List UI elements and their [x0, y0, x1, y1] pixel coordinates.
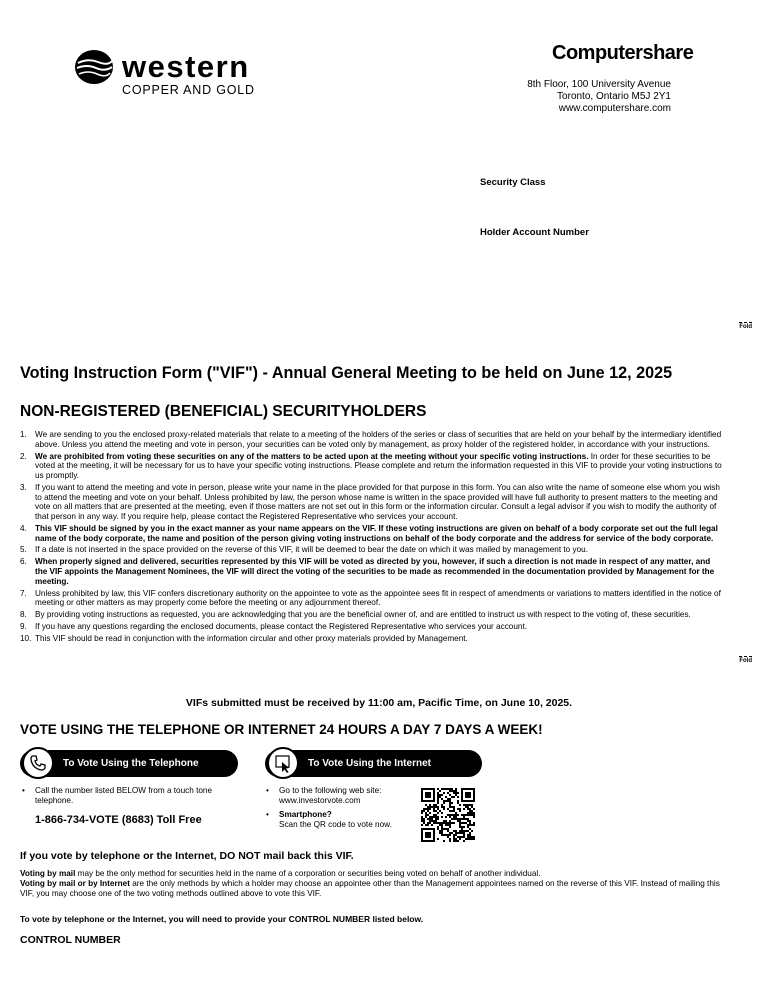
list-item: 6. When properly signed and delivered, securities represented by this VIF will be voted as directed by you, however, if such a direction is not made in respect of any matter, and the VIF appoints the Management Nominees, the VIF will direct the voting of the securities to be made as recommended in the documentation provided by Management for the meeting.: [20, 557, 715, 586]
address-line: www.computershare.com: [558, 103, 671, 114]
mail-paragraph: Voting by mail may be the only method for securities held in the name of a corporation or securities being voted on behalf of another individual. Voting by mail or by Internet are the only methods by which a holder may choose an appointee other than the Management appointees named on the reverse of this VIF. Instead of mailing this VIF, you may choose one of the two voting methods outlined above to vote this VIF.: [20, 869, 720, 898]
fold-mark: Fold: [739, 658, 752, 664]
list-item: 5. If a date is not inserted in the space provided on the reverse of this VIF, it will be deemed to bear the date on which it was mailed by management to you.: [20, 545, 588, 555]
internet-instruction: • Go to the following web site: www.investorvote.com: [266, 786, 382, 805]
instructions-list: [20, 430, 724, 646]
western-logo-icon: [74, 49, 114, 85]
holder-account-label: Holder Account Number: [480, 227, 589, 238]
control-number-label: CONTROL NUMBER: [20, 934, 121, 946]
internet-vote-banner: [265, 750, 482, 777]
phone-number[interactable]: 1-866-734-VOTE (8683) Toll Free: [35, 814, 202, 826]
computershare-logo: Computershare: [552, 42, 694, 64]
telephone-instruction: • Call the number listed BELOW from a touch tone telephone.: [22, 786, 213, 805]
list-item: 8. By providing voting instructions as requested, you are acknowledging that you are the beneficial owner of, and are entitled to instruct us with respect to the voting of, these securities.: [20, 610, 691, 620]
control-number-note: To vote by telephone or the Internet, you will need to provide your CONTROL NUMBER listed below.: [20, 914, 424, 924]
brand-wordmark: western: [122, 49, 250, 84]
mail-warning: If you vote by telephone or the Internet, DO NOT mail back this VIF.: [20, 850, 354, 862]
vote-heading: VOTE USING THE TELEPHONE OR INTERNET 24 HOURS A DAY 7 DAYS A WEEK!: [20, 722, 543, 737]
list-item: 3. If you want to attend the meeting and vote in person, please write your name in the place provided for that purpose in this form. You can also write the name of someone else whom you wish to attend the meeting and vote on your behalf. Unless prohibited by law, the person whose name is written in the space provided will have full authority to present matters to the meeting and vote on all matters that are presented at the meeting, even if those matters are not set out in this form or the information circular. Consult a legal advisor if you wish to modify the authority of that person in any way. If you require help, please contact the Registered Representative who services your account.: [20, 482, 720, 521]
qr-code-icon[interactable]: [421, 788, 475, 842]
agent-address: [527, 79, 671, 115]
page-title: Voting Instruction Form ("VIF") - Annual General Meeting to be held on June 12, 2025: [20, 364, 673, 382]
list-item: 7. Unless prohibited by law, this VIF confers discretionary authority on the appointee to vote as the appointee sees fit in respect of amendments or variations to matters identified in the notice of meeting or other matters as may properly come before the meeting or any adjournment thereof.: [20, 588, 721, 608]
list-item: 9. If you have any questions regarding the enclosed documents, please contact the Registered Representative who services your account.: [20, 622, 527, 632]
security-class-label: Security Class: [480, 177, 546, 188]
internet-banner-label: To Vote Using the Internet: [308, 758, 431, 769]
deadline-notice: VIFs submitted must be received by 11:00 am, Pacific Time, on June 10, 2025.: [185, 697, 573, 709]
list-item: 4. This VIF should be signed by you in the exact manner as your name appears on the VIF. If these voting instructions are given on behalf of a body corporate set out the full legal name of the body corporate, the name and position of the person giving voting instructions on behalf of the body corporate and the address for service of the body corporate.: [20, 523, 718, 543]
fold-mark: Fold: [739, 324, 752, 330]
section-heading: NON-REGISTERED (BENEFICIAL) SECURITYHOLDERS: [20, 403, 427, 420]
address-line: Toronto, Ontario M5J 2Y1: [557, 91, 671, 102]
list-item: 2. We are prohibited from voting these securities on any of the matters to be acted upon at the meeting without your specific voting instructions. In order for these securities to be voted at the meeting, it will be necessary for us to have your specific voting instructions. Please complete and return the information requested in this VIF to provide your voting instructions to us promptly.: [20, 451, 722, 480]
list-item: 10. This VIF should be read in conjunction with the information circular and other proxy materials provided by Management.: [20, 634, 468, 644]
brand-subtitle: COPPER AND GOLD: [122, 83, 255, 97]
telephone-vote-banner: [20, 750, 238, 777]
telephone-banner-label: To Vote Using the Telephone: [63, 758, 199, 769]
mouse-pointer-icon: [267, 747, 299, 779]
address-line: 8th Floor, 100 University Avenue: [527, 79, 671, 90]
list-item: 1. We are sending to you the enclosed proxy-related materials that relate to a meeting of the holders of the series or class of securities that are held on your behalf by the intermediary identified above. Unless you attend the meeting and vote in person, your securities can be voted only by management, as proxy holder of the registered holder, in accordance with your instructions.: [20, 430, 722, 449]
smartphone-instruction: • Smartphone? Scan the QR code to vote now.: [266, 810, 392, 829]
telephone-icon: [22, 747, 54, 779]
